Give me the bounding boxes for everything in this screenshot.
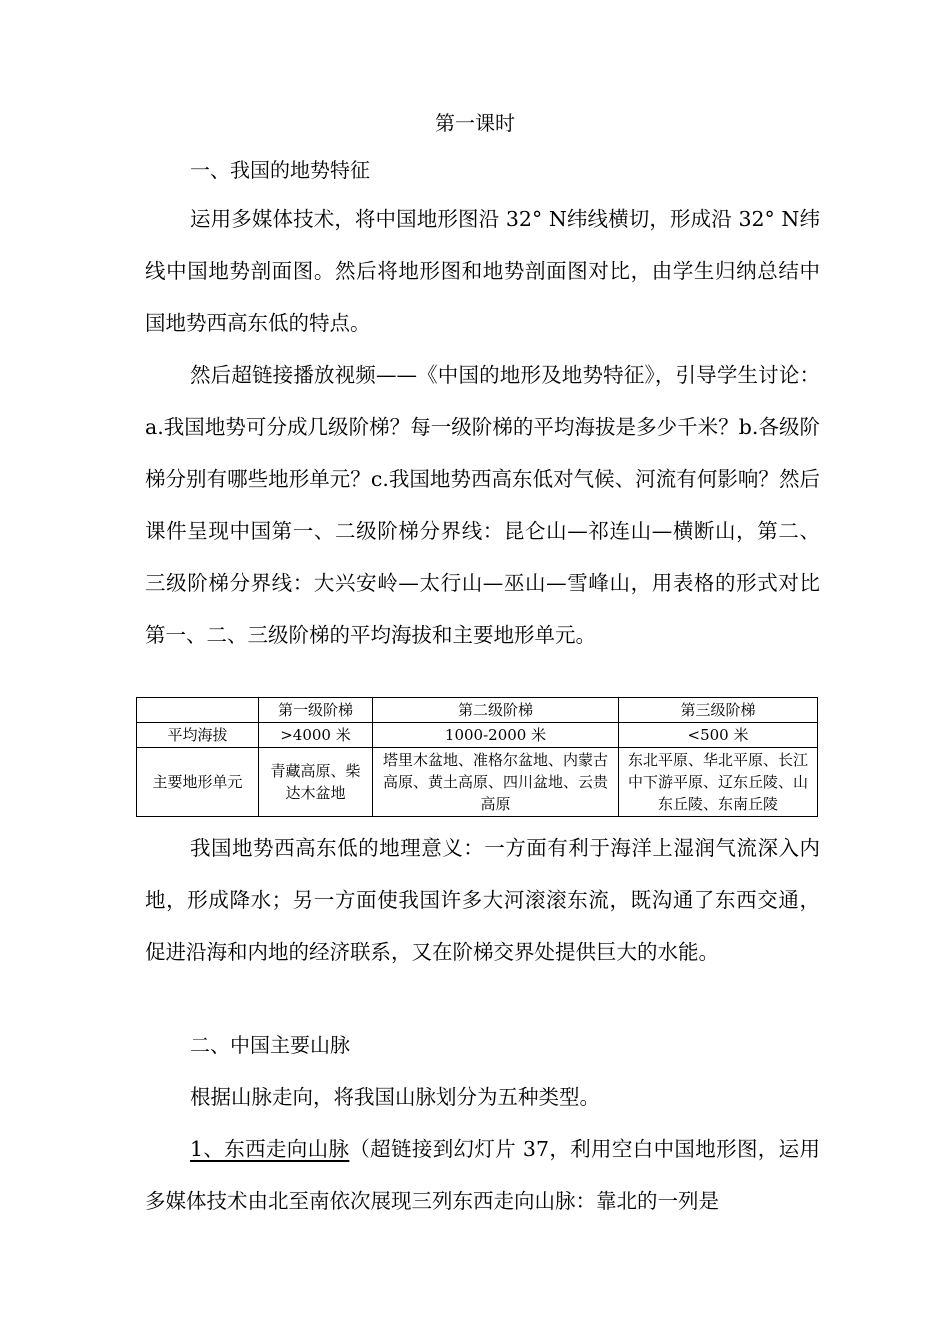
section1-heading: 一、我国的地势特征 [190,158,370,182]
table-row [137,748,818,817]
table-header-cell: 第二级阶梯 [373,698,619,723]
section2-item1-text: （超链接到幻灯片 37，利用空白中国地形图，运用多媒体技术由北至南依次展现三列东西走向山脉：靠北的一列是 [145,1137,820,1213]
lesson-title: 第一课时 [435,111,515,135]
section2-intro: 根据山脉走向，将我国山脉划分为五种类型。 [190,1085,600,1109]
east-west-mountains-link[interactable]: 1、东西走向山脉 [190,1137,350,1161]
section1-paragraph-2: 然后超链接播放视频——《中国的地形及地势特征》，引导学生讨论：a.我国地势可分成几级阶梯？每一级阶梯的平均海拔是多少千米？b.各级阶梯分别有哪些地形单元？c.我国地势西高东低对气候、河流有何影响？然后课件呈现中国第一、二级阶梯分界线：昆仑山—祁连山—横断山，第二、三级阶梯分界线：大兴安岭—太行山—巫山—雪峰山，用表格的形式对比第一、二、三级阶梯的平均海拔和主要地形单元。 [145,363,820,647]
table-row-label: 主要地形单元 [137,748,259,817]
section2-item1 [145,1123,820,1227]
table-header-cell: 第三级阶梯 [619,698,818,723]
significance-paragraph: 我国地势西高东低的地理意义：一方面有利于海洋上湿润气流深入内地，形成降水；另一方面使我国许多大河滚滚东流，既沟通了东西交通，促进沿海和内地的经济联系，又在阶梯交界处提供巨大的水能。 [145,836,820,964]
table-cell: 东北平原、华北平原、长江中下游平原、辽东丘陵、山东丘陵、东南丘陵 [619,748,818,817]
table-cell: 1000-2000 米 [373,723,619,748]
table-header-cell [137,698,259,723]
table-row [137,723,818,748]
table-cell: <500 米 [619,723,818,748]
terrain-steps-table [136,697,818,817]
table-header-cell: 第一级阶梯 [259,698,373,723]
table-header-row [137,698,818,723]
table-cell: 青藏高原、柴达木盆地 [259,748,373,817]
section2-heading: 二、中国主要山脉 [190,1033,350,1057]
table-cell: >4000 米 [259,723,373,748]
table-row-label: 平均海拔 [137,723,259,748]
section1-paragraph-1: 运用多媒体技术，将中国地形图沿 32° N纬线横切，形成沿 32° N纬线中国地势剖面图。然后将地形图和地势剖面图对比，由学生归纳总结中国地势西高东低的特点。 [145,207,820,335]
table-cell: 塔里木盆地、准格尔盆地、内蒙古高原、黄土高原、四川盆地、云贵高原 [373,748,619,817]
